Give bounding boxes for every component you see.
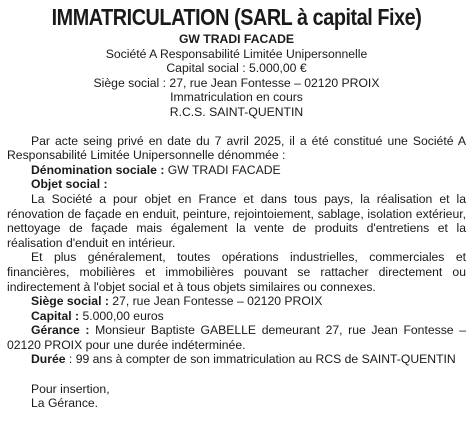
company-name: GW TRADI FACADE: [178, 32, 295, 46]
company-siege: Siège social : 27, rue Jean Fontesse – 02120 PROIX: [93, 75, 380, 90]
company-form: Société A Responsabilité Limitée Unipersonnelle: [105, 46, 368, 61]
denomination-line: [7, 163, 466, 178]
duree-line: [7, 352, 466, 367]
notice-body: [7, 134, 466, 411]
gerance-value: Monsieur Baptiste GABELLE demeurant 27, rue Jean Fontesse – 02120 PROIX pour une durée indéterminée.: [7, 323, 466, 352]
objet-paragraph: La Société a pour objet en France et dans tous pays, la réalisation et la rénovation de façade en enduit, peinture, rejointoiement, sablage, isolation extérieur, nettoyage de façade mais également la vente de produits d'entretiens et la réalisation d'enduit en intérieur.: [7, 191, 466, 250]
duree-label: Durée: [31, 352, 66, 367]
siege-line: [7, 294, 466, 309]
spacer: [7, 367, 466, 382]
siege-label: Siège social :: [31, 294, 109, 309]
capital-value: 5.000,00 euros: [79, 308, 164, 323]
gerance-label: Gérance :: [31, 323, 90, 338]
duree-value: : 99 ans à compter de son immatriculation au RCS de SAINT-QUENTIN: [65, 352, 456, 367]
siege-value: 27, rue Jean Fontesse – 02120 PROIX: [108, 294, 323, 309]
company-rcs: R.C.S. SAINT-QUENTIN: [169, 104, 304, 119]
notice-title: IMMATRICULATION (SARL à capital Fixe): [51, 4, 422, 30]
closing-line-2: La Gérance.: [31, 396, 99, 411]
denomination-label: Dénomination sociale :: [31, 162, 165, 177]
gerance-paragraph: [7, 323, 466, 352]
objet-label: Objet social :: [31, 177, 108, 192]
intro-paragraph: Par acte seing privé en date du 7 avril 2025, il a été constitué une Société A Responsabilité Limitée Unipersonnelle dénommée :: [7, 133, 466, 163]
company-header: [7, 32, 466, 120]
denomination-value: GW TRADI FACADE: [164, 162, 281, 177]
objet-paragraph-2: Et plus généralement, toutes opérations industrielles, commerciales et financières, mobilières et immobilières pouvant se rattacher directement ou indirectement à l'objet social et à tous objets similaires ou connexes.: [7, 250, 466, 294]
closing-line-1: Pour insertion,: [31, 381, 110, 396]
company-status: Immatriculation en cours: [170, 90, 303, 105]
capital-label: Capital :: [31, 308, 80, 323]
company-capital: Capital social : 5.000,00 €: [166, 61, 307, 76]
capital-line: [7, 309, 466, 324]
objet-heading-line: [7, 177, 466, 192]
legal-notice: [0, 4, 473, 430]
